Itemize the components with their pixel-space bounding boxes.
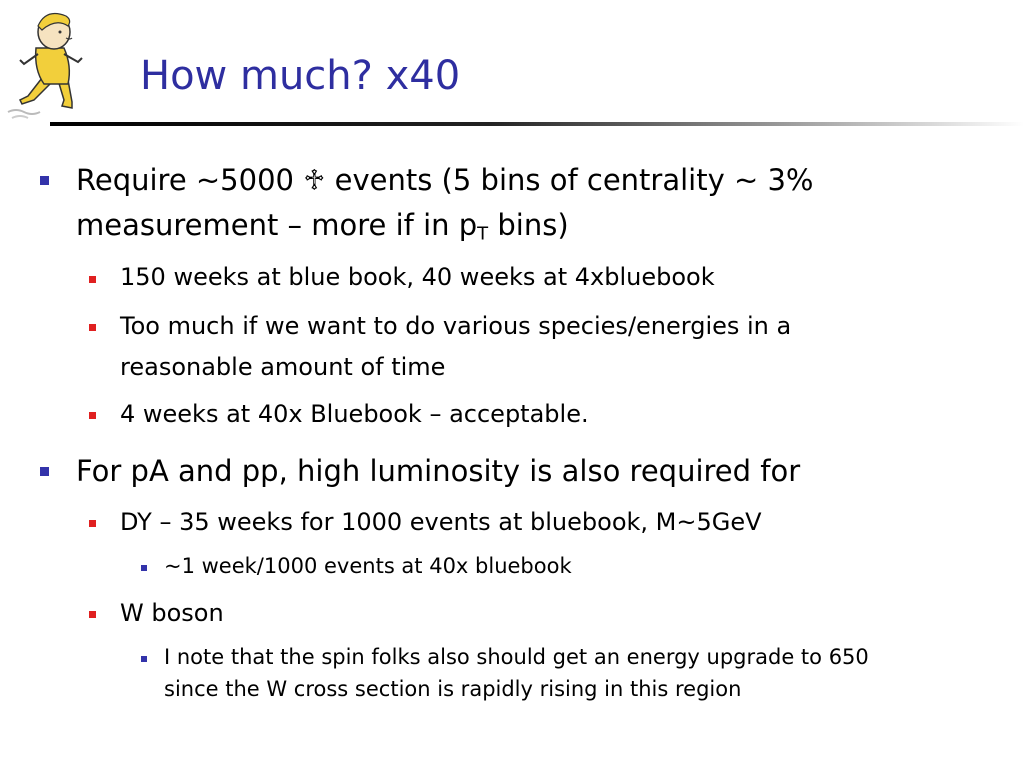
sub-bullet-1-2-line-1: Too much if we want to do various species/energies in a [120, 312, 792, 340]
bullet-marker [40, 176, 49, 185]
bullet-2: For pA and pp, high luminosity is also required for [76, 454, 801, 488]
title-divider [50, 122, 1024, 126]
sub-bullet-1-2-line-2: reasonable amount of time [120, 353, 446, 381]
sub-bullet-2-2: W boson [120, 599, 224, 627]
sub-bullet-marker [89, 412, 96, 419]
sub-bullet-2-1: DY – 35 weeks for 1000 events at bluebook, M~5GeV [120, 508, 762, 536]
sub-bullet-1-1: 150 weeks at blue book, 40 weeks at 4xbluebook [120, 263, 715, 291]
bullet-1-text-b: events (5 bins of centrality ~ 3% [325, 163, 814, 197]
bullet-1-line-2 [76, 202, 569, 257]
sub-sub-bullet-2-1-1: ~1 week/1000 events at 40x bluebook [164, 554, 572, 578]
sub-bullet-marker [89, 324, 96, 331]
bullet-1-text-c: measurement – more if in p [76, 208, 478, 242]
sub-bullet-marker [89, 276, 96, 283]
bullet-1-text-a: Require ~5000 [76, 163, 304, 197]
bullet-1-line-1 [76, 157, 814, 203]
sub-bullet-marker [89, 611, 96, 618]
sub-sub-bullet-marker [141, 656, 147, 662]
sub-bullet-1-3: 4 weeks at 40x Bluebook – acceptable. [120, 400, 589, 428]
sub-sub-bullet-2-2-1-line-2: since the W cross section is rapidly rising in this region [164, 677, 742, 701]
running-figure-logo [6, 0, 118, 120]
cross-symbol: ♱ [303, 163, 326, 197]
slide-title: How much? x40 [140, 53, 461, 99]
subscript-t: T [477, 223, 489, 245]
sub-sub-bullet-2-2-1-line-1: I note that the spin folks also should get an energy upgrade to 650 [164, 645, 869, 669]
sub-sub-bullet-marker [141, 565, 147, 571]
bullet-marker [40, 467, 49, 476]
sub-bullet-marker [89, 520, 96, 527]
bullet-1-text-d: bins) [488, 208, 569, 242]
